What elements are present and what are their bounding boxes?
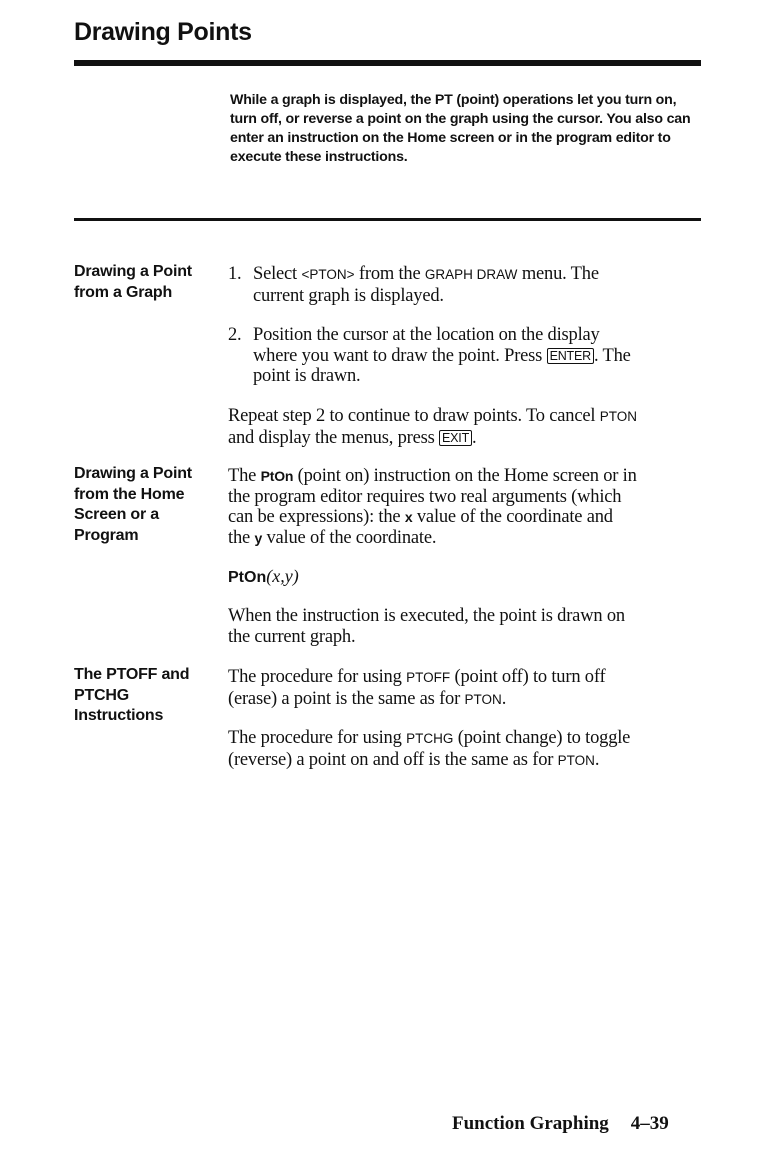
heading-line: from a Graph: [74, 283, 173, 301]
heading-line: Program: [74, 526, 139, 544]
heading-line: Instructions: [74, 707, 164, 724]
heading-line: Drawing a Point: [74, 263, 192, 280]
heading-line: Screen or a: [74, 506, 159, 523]
repeat-paragraph: Repeat step 2 to continue to draw points. To cancel PTON and display the menus, press EXIT .: [228, 406, 638, 448]
cmd-ptoff: PTOFF: [406, 670, 451, 685]
heading-line: PTCHG: [74, 686, 130, 704]
var-y: y: [254, 529, 263, 546]
step-1: 1. Select <PTON> from the GRAPH DRAW menu. The current graph is displayed.: [228, 264, 599, 306]
enter-key: ENTER: [547, 348, 594, 364]
page-footer: [452, 1113, 669, 1135]
heading-ptoff-ptchg: [74, 665, 189, 727]
heading-from-graph: [74, 262, 192, 303]
step-number: 2.: [228, 325, 242, 345]
cmd-pton: PTON: [557, 752, 595, 768]
cmd-ptchg: PTCHG: [406, 731, 454, 746]
page-title: Drawing Points: [74, 18, 252, 46]
ptoff-paragraph: The procedure for using PTOFF (point off) to turn off (erase) a point is the same as for PTON.: [228, 667, 606, 709]
pton-paragraph: The PtOn (point on) instruction on the Home screen or in the program editor requires two real arguments (which can be expressions): the x value of the coordinate and the y value of the coordinate.: [228, 466, 637, 548]
step-2: 2. Position the cursor at the location on the display where you want to draw the point. Press ENTER . The point is drawn.: [228, 325, 631, 386]
section-rule: [74, 218, 701, 221]
syntax-command: PtOn: [228, 569, 267, 586]
cmd-pton: PTON: [464, 691, 502, 707]
menu-item-pton: <PTON>: [301, 267, 355, 282]
result-paragraph: When the instruction is executed, the point is drawn on the current graph.: [228, 606, 625, 647]
ptchg-paragraph: The procedure for using PTCHG (point change) to toggle (reverse) a point on and off is the same as for PTON.: [228, 728, 631, 770]
cmd-pton-instruction: PtOn: [260, 468, 294, 484]
syntax-line: [228, 566, 299, 587]
title-rule: [74, 60, 701, 66]
heading-from-home: [74, 464, 192, 546]
intro-paragraph: While a graph is displayed, the PT (point) operations let you turn on, turn off, or reverse a point on the graph using the cursor. You also can enter an instruction on the Home screen or in the program editor to execute these instructions.: [230, 92, 691, 165]
exit-key: EXIT: [439, 430, 472, 446]
step-number: 1.: [228, 264, 242, 284]
syntax-arguments: (x,y): [266, 566, 299, 586]
heading-line: from the Home: [74, 485, 185, 503]
heading-line: Drawing a Point: [74, 465, 192, 482]
page-number: 4–39: [630, 1113, 669, 1134]
var-x: x: [404, 509, 413, 525]
heading-line: The PTOFF and: [74, 666, 190, 683]
chapter-name: Function Graphing: [452, 1113, 609, 1134]
cmd-pton: PTON: [599, 409, 638, 424]
menu-name: GRAPH DRAW: [424, 267, 518, 282]
